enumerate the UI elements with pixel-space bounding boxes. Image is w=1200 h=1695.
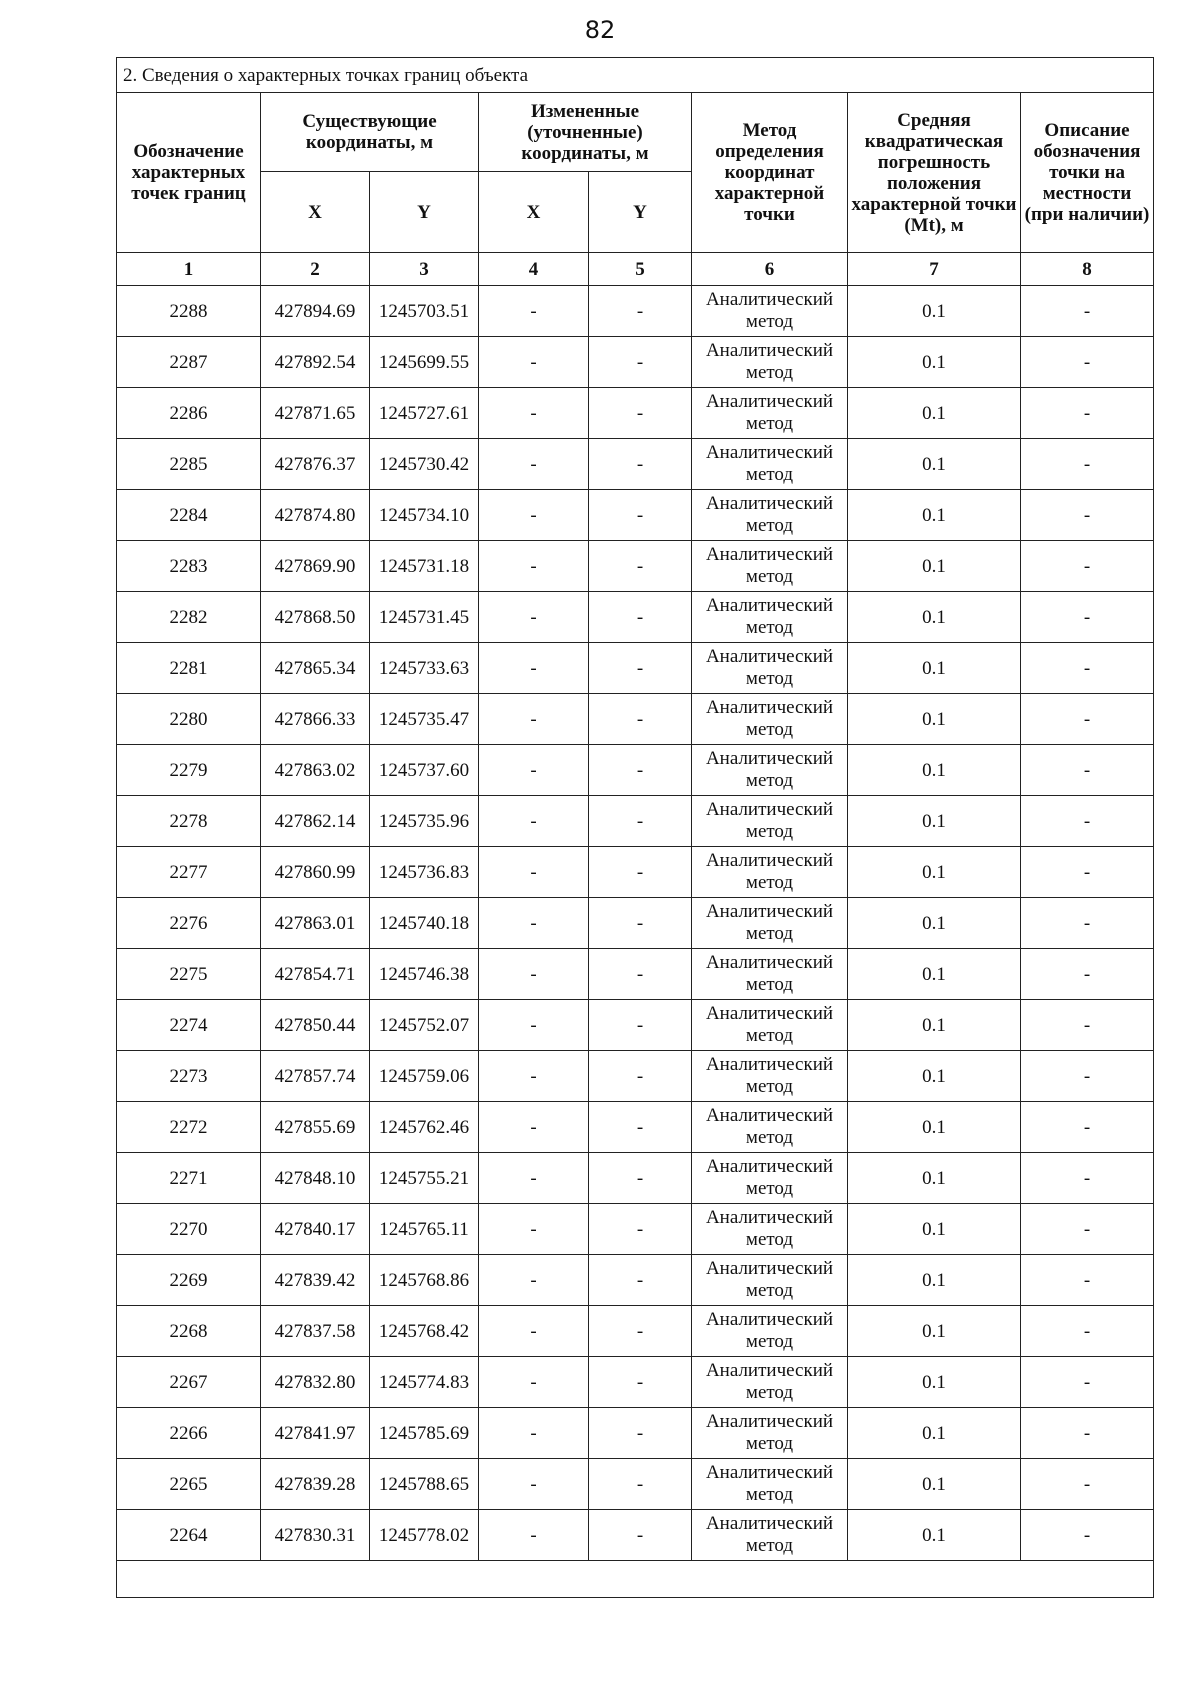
cell-changed-y: - [589,745,692,796]
cell-description: - [1021,1153,1154,1204]
cell-point: 2278 [117,796,261,847]
cell-method: Аналитический метод [692,949,848,1000]
cell-method: Аналитический метод [692,1153,848,1204]
cell-error: 0.1 [848,490,1021,541]
header-changed-y: Y [589,172,692,253]
page-number: 82 [584,16,616,44]
cell-point: 2270 [117,1204,261,1255]
cell-changed-x: - [479,490,589,541]
cell-error: 0.1 [848,796,1021,847]
cell-method: Аналитический метод [692,592,848,643]
cell-existing-y: 1245785.69 [370,1408,479,1459]
cell-changed-y: - [589,898,692,949]
cell-changed-x: - [479,1000,589,1051]
cell-changed-x: - [479,1408,589,1459]
cell-description: - [1021,1408,1154,1459]
cell-changed-x: - [479,439,589,490]
cell-changed-y: - [589,1102,692,1153]
column-number: 6 [692,253,848,286]
cell-point: 2284 [117,490,261,541]
cell-method: Аналитический метод [692,1459,848,1510]
cell-point: 2264 [117,1510,261,1561]
cell-existing-y: 1245759.06 [370,1051,479,1102]
cell-method: Аналитический метод [692,643,848,694]
cell-error: 0.1 [848,1153,1021,1204]
cell-existing-y: 1245765.11 [370,1204,479,1255]
cell-description: - [1021,1000,1154,1051]
table-row [117,745,1154,796]
cell-changed-y: - [589,796,692,847]
cell-changed-x: - [479,643,589,694]
cell-description: - [1021,337,1154,388]
cell-changed-y: - [589,1510,692,1561]
cell-error: 0.1 [848,643,1021,694]
cell-existing-x: 427839.28 [261,1459,370,1510]
cell-changed-x: - [479,694,589,745]
cell-changed-x: - [479,1204,589,1255]
cell-changed-y: - [589,1357,692,1408]
table-row [117,592,1154,643]
cell-error: 0.1 [848,1408,1021,1459]
cell-changed-x: - [479,337,589,388]
cell-existing-x: 427863.02 [261,745,370,796]
cell-point: 2267 [117,1357,261,1408]
table-row [117,1153,1154,1204]
table-row [117,847,1154,898]
table-row [117,1306,1154,1357]
cell-changed-x: - [479,796,589,847]
cell-changed-x: - [479,592,589,643]
cell-existing-y: 1245740.18 [370,898,479,949]
cell-existing-x: 427874.80 [261,490,370,541]
cell-changed-x: - [479,949,589,1000]
table-row [117,388,1154,439]
cell-existing-y: 1245727.61 [370,388,479,439]
points-table [116,57,1154,1598]
cell-point: 2275 [117,949,261,1000]
cell-point: 2281 [117,643,261,694]
cell-existing-y: 1245730.42 [370,439,479,490]
column-number: 1 [117,253,261,286]
cell-error: 0.1 [848,1459,1021,1510]
cell-existing-y: 1245752.07 [370,1000,479,1051]
table-row [117,1102,1154,1153]
cell-description: - [1021,1510,1154,1561]
cell-point: 2272 [117,1102,261,1153]
cell-existing-y: 1245731.18 [370,541,479,592]
header-existing-coordinates: Существующие координаты, м [261,93,479,172]
table-row [117,337,1154,388]
cell-method: Аналитический метод [692,745,848,796]
cell-existing-x: 427840.17 [261,1204,370,1255]
cell-point: 2268 [117,1306,261,1357]
cell-point: 2283 [117,541,261,592]
cell-description: - [1021,898,1154,949]
cell-existing-y: 1245768.86 [370,1255,479,1306]
cell-method: Аналитический метод [692,847,848,898]
cell-existing-x: 427830.31 [261,1510,370,1561]
cell-description: - [1021,490,1154,541]
table-row [117,541,1154,592]
cell-changed-x: - [479,898,589,949]
cell-error: 0.1 [848,1357,1021,1408]
cell-description: - [1021,541,1154,592]
cell-description: - [1021,388,1154,439]
cell-existing-x: 427863.01 [261,898,370,949]
cell-description: - [1021,949,1154,1000]
cell-point: 2280 [117,694,261,745]
cell-description: - [1021,847,1154,898]
column-number: 3 [370,253,479,286]
cell-existing-y: 1245735.47 [370,694,479,745]
cell-existing-y: 1245774.83 [370,1357,479,1408]
section-title: 2. Сведения о характерных точках границ объекта [117,58,1154,93]
cell-changed-x: - [479,1255,589,1306]
cell-description: - [1021,592,1154,643]
table-row [117,286,1154,337]
cell-existing-x: 427868.50 [261,592,370,643]
cell-existing-x: 427894.69 [261,286,370,337]
cell-method: Аналитический метод [692,1255,848,1306]
empty-row [117,1561,1154,1598]
cell-error: 0.1 [848,1204,1021,1255]
cell-method: Аналитический метод [692,1408,848,1459]
cell-existing-y: 1245778.02 [370,1510,479,1561]
cell-existing-y: 1245788.65 [370,1459,479,1510]
cell-changed-y: - [589,439,692,490]
cell-method: Аналитический метод [692,1102,848,1153]
cell-point: 2265 [117,1459,261,1510]
cell-point: 2277 [117,847,261,898]
cell-description: - [1021,1459,1154,1510]
cell-changed-y: - [589,1255,692,1306]
cell-existing-y: 1245746.38 [370,949,479,1000]
header-method: Метод определения координат характерной точки [692,93,848,253]
cell-existing-x: 427855.69 [261,1102,370,1153]
cell-error: 0.1 [848,592,1021,643]
header-existing-x: X [261,172,370,253]
cell-existing-y: 1245755.21 [370,1153,479,1204]
column-numbers-row [117,253,1154,286]
table-row [117,643,1154,694]
column-number: 4 [479,253,589,286]
cell-changed-y: - [589,1204,692,1255]
cell-error: 0.1 [848,541,1021,592]
cell-point: 2271 [117,1153,261,1204]
column-number: 7 [848,253,1021,286]
cell-error: 0.1 [848,388,1021,439]
table-row [117,1459,1154,1510]
cell-point: 2288 [117,286,261,337]
header-error: Средняя квадратическая погрешность положения характерной точки (Mt), м [848,93,1021,253]
cell-description: - [1021,1255,1154,1306]
cell-existing-x: 427839.42 [261,1255,370,1306]
cell-changed-x: - [479,541,589,592]
cell-error: 0.1 [848,1000,1021,1051]
cell-description: - [1021,439,1154,490]
cell-error: 0.1 [848,337,1021,388]
cell-error: 0.1 [848,1255,1021,1306]
cell-point: 2269 [117,1255,261,1306]
cell-existing-y: 1245736.83 [370,847,479,898]
cell-changed-x: - [479,1102,589,1153]
cell-existing-x: 427832.80 [261,1357,370,1408]
cell-error: 0.1 [848,1306,1021,1357]
table-row [117,949,1154,1000]
cell-changed-x: - [479,1510,589,1561]
cell-changed-y: - [589,592,692,643]
cell-description: - [1021,1357,1154,1408]
cell-error: 0.1 [848,1102,1021,1153]
cell-existing-y: 1245762.46 [370,1102,479,1153]
cell-changed-y: - [589,541,692,592]
cell-changed-x: - [479,1306,589,1357]
cell-changed-x: - [479,745,589,796]
cell-method: Аналитический метод [692,490,848,541]
cell-changed-y: - [589,1000,692,1051]
cell-changed-y: - [589,1408,692,1459]
cell-method: Аналитический метод [692,1000,848,1051]
cell-changed-y: - [589,388,692,439]
cell-existing-y: 1245731.45 [370,592,479,643]
cell-error: 0.1 [848,1051,1021,1102]
cell-error: 0.1 [848,286,1021,337]
cell-method: Аналитический метод [692,286,848,337]
table-row [117,439,1154,490]
cell-changed-y: - [589,1051,692,1102]
cell-method: Аналитический метод [692,1510,848,1561]
cell-existing-x: 427850.44 [261,1000,370,1051]
cell-description: - [1021,796,1154,847]
cell-changed-y: - [589,847,692,898]
cell-changed-y: - [589,1459,692,1510]
cell-existing-y: 1245768.42 [370,1306,479,1357]
cell-description: - [1021,745,1154,796]
column-number: 2 [261,253,370,286]
cell-changed-x: - [479,1153,589,1204]
cell-point: 2285 [117,439,261,490]
cell-method: Аналитический метод [692,898,848,949]
cell-existing-x: 427860.99 [261,847,370,898]
column-number: 8 [1021,253,1154,286]
cell-changed-x: - [479,388,589,439]
header-existing-y: Y [370,172,479,253]
table-row [117,1204,1154,1255]
cell-existing-x: 427848.10 [261,1153,370,1204]
cell-changed-y: - [589,337,692,388]
empty-cell [117,1561,1154,1598]
cell-point: 2279 [117,745,261,796]
column-number: 5 [589,253,692,286]
table-row [117,796,1154,847]
cell-changed-x: - [479,1459,589,1510]
cell-existing-x: 427841.97 [261,1408,370,1459]
cell-description: - [1021,1204,1154,1255]
cell-existing-x: 427837.58 [261,1306,370,1357]
cell-existing-y: 1245703.51 [370,286,479,337]
cell-point: 2273 [117,1051,261,1102]
cell-existing-x: 427857.74 [261,1051,370,1102]
cell-method: Аналитический метод [692,388,848,439]
cell-error: 0.1 [848,847,1021,898]
table-row [117,1255,1154,1306]
cell-point: 2282 [117,592,261,643]
cell-description: - [1021,1306,1154,1357]
table-row [117,1000,1154,1051]
header-designation: Обозначение характерных точек границ [117,93,261,253]
cell-changed-y: - [589,643,692,694]
cell-error: 0.1 [848,439,1021,490]
cell-method: Аналитический метод [692,1051,848,1102]
cell-changed-y: - [589,286,692,337]
cell-point: 2287 [117,337,261,388]
cell-description: - [1021,643,1154,694]
cell-error: 0.1 [848,694,1021,745]
cell-method: Аналитический метод [692,439,848,490]
table-row [117,898,1154,949]
cell-method: Аналитический метод [692,1204,848,1255]
cell-existing-x: 427876.37 [261,439,370,490]
cell-error: 0.1 [848,745,1021,796]
cell-existing-y: 1245733.63 [370,643,479,694]
cell-existing-x: 427869.90 [261,541,370,592]
cell-existing-y: 1245737.60 [370,745,479,796]
table-row [117,1510,1154,1561]
table-row [117,1408,1154,1459]
cell-method: Аналитический метод [692,1306,848,1357]
table-row [117,490,1154,541]
cell-error: 0.1 [848,949,1021,1000]
cell-changed-x: - [479,1357,589,1408]
cell-point: 2266 [117,1408,261,1459]
cell-changed-y: - [589,949,692,1000]
cell-description: - [1021,1051,1154,1102]
cell-method: Аналитический метод [692,694,848,745]
cell-method: Аналитический метод [692,337,848,388]
cell-existing-x: 427865.34 [261,643,370,694]
cell-changed-y: - [589,490,692,541]
cell-changed-x: - [479,847,589,898]
cell-existing-y: 1245734.10 [370,490,479,541]
cell-existing-y: 1245735.96 [370,796,479,847]
cell-description: - [1021,694,1154,745]
cell-existing-x: 427892.54 [261,337,370,388]
header-changed-x: X [479,172,589,253]
table-row [117,1051,1154,1102]
cell-changed-y: - [589,1153,692,1204]
cell-changed-x: - [479,286,589,337]
cell-point: 2286 [117,388,261,439]
header-changed-coordinates: Измененные (уточненные) координаты, м [479,93,692,172]
cell-error: 0.1 [848,1510,1021,1561]
table-row [117,694,1154,745]
cell-changed-x: - [479,1051,589,1102]
cell-existing-x: 427854.71 [261,949,370,1000]
cell-description: - [1021,286,1154,337]
cell-point: 2274 [117,1000,261,1051]
cell-existing-x: 427866.33 [261,694,370,745]
cell-changed-y: - [589,694,692,745]
cell-error: 0.1 [848,898,1021,949]
cell-method: Аналитический метод [692,796,848,847]
cell-description: - [1021,1102,1154,1153]
cell-point: 2276 [117,898,261,949]
cell-changed-y: - [589,1306,692,1357]
cell-existing-x: 427862.14 [261,796,370,847]
cell-method: Аналитический метод [692,1357,848,1408]
header-description: Описание обозначения точки на местности (при наличии) [1021,93,1154,253]
cell-method: Аналитический метод [692,541,848,592]
cell-existing-y: 1245699.55 [370,337,479,388]
table-row [117,1357,1154,1408]
cell-existing-x: 427871.65 [261,388,370,439]
